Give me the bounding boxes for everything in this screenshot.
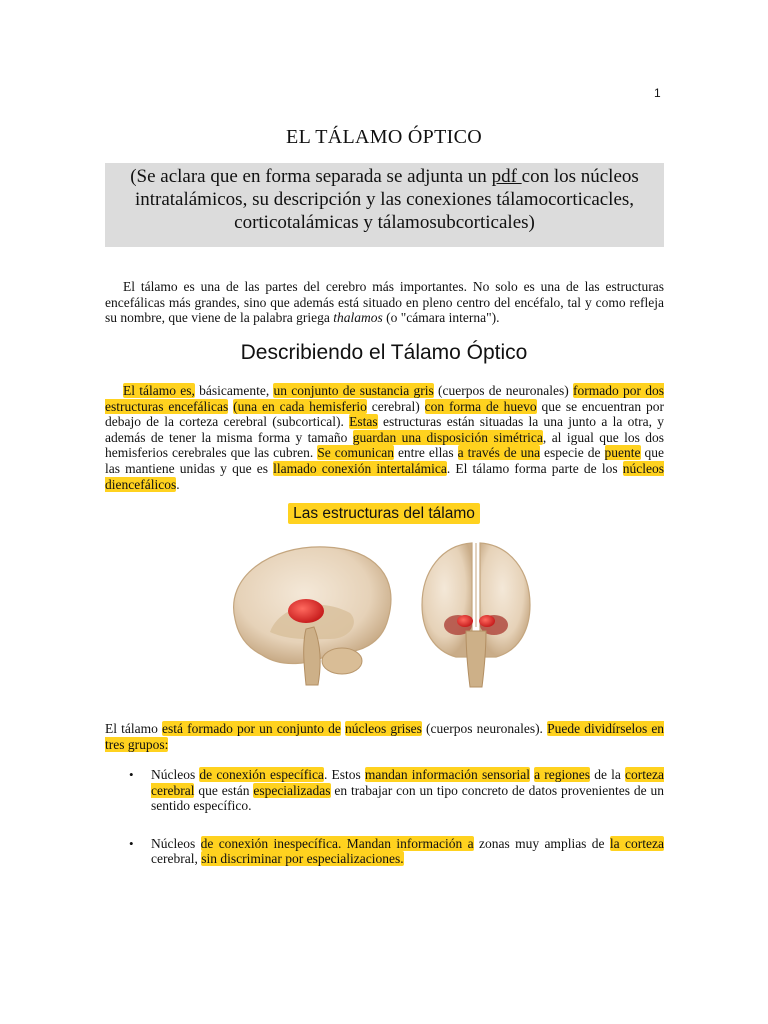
list-item bbox=[105, 836, 664, 867]
pdf-link[interactable]: pdf bbox=[491, 166, 522, 187]
intro-text-end: (o "cámara interna"). bbox=[382, 310, 500, 326]
highlighted-text: (una en cada hemisferio bbox=[233, 398, 367, 414]
text-segment: , al igual que los dos hemisferios cerebrales que las cubren. bbox=[105, 429, 664, 461]
text-segment: en trabajar con un tipo concreto de datos provenientes de un sentido específico. bbox=[151, 782, 665, 814]
figure-subheading-label: Las estructuras del tálamo bbox=[288, 503, 480, 524]
intro-italic-word: thalamos bbox=[333, 310, 383, 326]
text-segment: . bbox=[176, 476, 180, 492]
text-segment: estructuras están situadas la una junto a la otra, y además de tener la misma forma y tamaño bbox=[105, 414, 664, 445]
highlighted-text: núcleos diencefálicos bbox=[105, 460, 664, 492]
thalamus-left bbox=[457, 615, 473, 627]
note-text-start: (Se aclara que en forma separada se adjunta un bbox=[130, 166, 492, 187]
figure-subheading bbox=[0, 505, 768, 523]
highlighted-text: Puede dividírselos en tres grupos: bbox=[105, 721, 665, 752]
text-segment: cerebral, bbox=[151, 851, 202, 867]
highlighted-text: núcleos grises bbox=[344, 721, 422, 736]
highlighted-text: la corteza bbox=[609, 835, 664, 851]
highlighted-text: a través de una bbox=[457, 445, 541, 461]
page-number: 1 bbox=[654, 86, 661, 100]
brain-side-view bbox=[234, 547, 391, 685]
text-segment: (cuerpos de neuronales) bbox=[433, 383, 573, 398]
intro-text: El tálamo es una de las partes del cerebro más importantes. No solo es una de las estructuras encefálicas más grandes, sino que además está situado en pleno centro del encéfalo, tal y como refleja su nombre, que viene de la palabra griega bbox=[105, 279, 664, 326]
note-box bbox=[105, 163, 664, 247]
note-text-end: con los núcleos intratalámicos, su descripción y las conexiones tálamocorticacles, corticotalámicas y tálamosubcorticales) bbox=[134, 166, 639, 233]
text-segment: de la bbox=[590, 767, 626, 782]
text-segment: El tálamo bbox=[105, 721, 162, 736]
describe-paragraph bbox=[105, 383, 664, 492]
highlighted-text: a regiones bbox=[534, 767, 591, 782]
text-segment: que se encuentran por debajo de la corteza cerebral (subcortical). bbox=[105, 398, 664, 430]
brain-front-view bbox=[422, 543, 530, 687]
text-segment: . El tálamo forma parte de los bbox=[446, 460, 623, 476]
thalamus-side bbox=[288, 599, 324, 623]
document-title: EL TÁLAMO ÓPTICO bbox=[286, 126, 482, 148]
highlighted-text: Se comunican bbox=[317, 445, 394, 461]
highlighted-text: de conexión inespecífica. Mandan información a bbox=[200, 835, 474, 851]
text-segment: entre ellas bbox=[393, 445, 458, 461]
highlighted-text: llamado conexión intertalámica bbox=[273, 460, 447, 476]
highlighted-text: de conexión específica bbox=[199, 767, 324, 782]
highlighted-text: está formado por un conjunto de bbox=[162, 721, 341, 736]
text-segment: zonas muy amplias de bbox=[473, 835, 610, 851]
highlighted-text: corteza cerebral bbox=[151, 767, 664, 798]
text-segment: (cuerpos neuronales). bbox=[421, 721, 548, 736]
list-item bbox=[105, 767, 664, 814]
text-segment: cerebral) bbox=[366, 398, 425, 414]
bullet-icon: • bbox=[129, 767, 134, 782]
highlighted-text: especializadas bbox=[253, 782, 331, 798]
text-segment: que las mantiene unidas y que es bbox=[105, 445, 664, 476]
highlighted-text: con forma de huevo bbox=[424, 398, 537, 414]
highlighted-text: El tálamo es, bbox=[123, 383, 195, 398]
highlighted-text: formado por dos estructuras encefálicas bbox=[105, 383, 664, 414]
highlighted-text: Estas bbox=[349, 414, 378, 430]
list-item-text bbox=[151, 836, 664, 867]
highlighted-text: mandan información sensorial bbox=[364, 767, 530, 782]
bullet-icon: • bbox=[129, 835, 134, 851]
highlighted-text: guardan una disposición simétrica bbox=[352, 429, 543, 445]
highlighted-text: puente bbox=[604, 445, 641, 461]
brain-figure bbox=[210, 527, 560, 702]
text-segment: especie de bbox=[540, 445, 605, 461]
text-segment: Núcleos bbox=[151, 835, 201, 851]
intro-paragraph bbox=[105, 279, 664, 326]
groups-list bbox=[105, 767, 664, 867]
list-item-text bbox=[151, 767, 664, 813]
text-segment: Núcleos bbox=[151, 767, 200, 782]
highlighted-text: un conjunto de sustancia gris bbox=[273, 383, 434, 398]
text-segment: básicamente, bbox=[194, 383, 274, 398]
groups-intro-paragraph bbox=[105, 721, 664, 752]
highlighted-text: sin discriminar por especializaciones. bbox=[201, 851, 404, 867]
text-segment: que están bbox=[194, 782, 254, 798]
section-heading: Describiendo el Tálamo Óptico bbox=[240, 341, 528, 364]
text-segment: . Estos bbox=[323, 767, 365, 782]
thalamus-right bbox=[479, 615, 495, 627]
